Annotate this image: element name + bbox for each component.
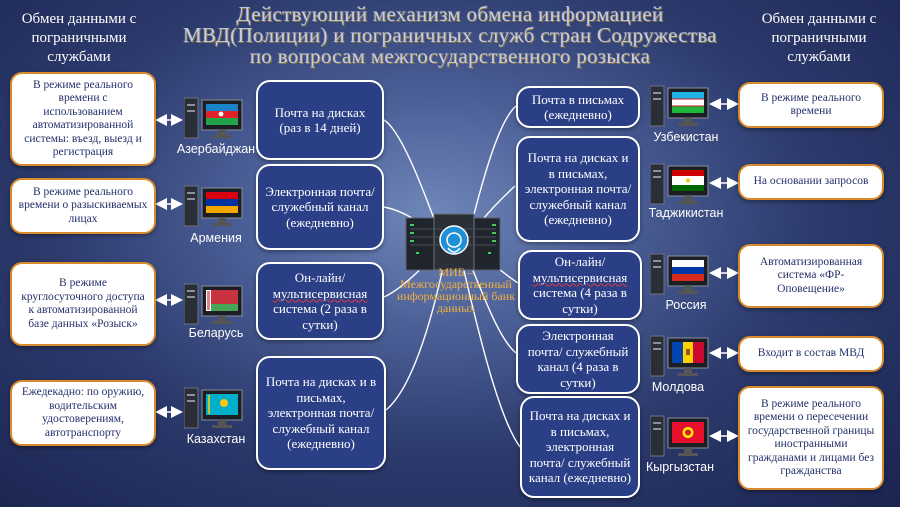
computer-terminal-icon <box>184 96 244 142</box>
computer-terminal-icon <box>650 414 710 460</box>
country-belarus: Беларусь <box>188 326 244 340</box>
computer-terminal-icon <box>184 282 244 328</box>
channel-text-russia <box>526 254 634 316</box>
computer-terminal-icon <box>184 184 244 230</box>
channel-box-belarus <box>256 262 384 340</box>
mode-box-russia: Автоматизированная система «ФР-Оповещение» <box>738 244 884 308</box>
country-kazakhstan: Казахстан <box>186 432 246 446</box>
channel-text-part: Он-лайн/ <box>294 270 346 285</box>
country-uzbekistan: Узбекистан <box>653 130 719 144</box>
channel-box-azerbaijan: Почта на дисках (раз в 14 дней) <box>256 80 384 160</box>
server-rack-icon <box>404 212 504 272</box>
country-russia: Россия <box>665 298 707 312</box>
left-header: Обмен данными с пограничными службами <box>21 11 137 65</box>
channel-box-uzbekistan: Почта в письмах (ежедневно) <box>516 86 640 128</box>
title-line-3: по вопросам межгосударственного розыска <box>249 44 651 68</box>
computer-terminal-icon <box>650 162 710 208</box>
channel-text-part: система (4 раза в сутки) <box>533 285 627 316</box>
channel-box-armenia: Электронная почта/ служебный канал (ежедневно) <box>256 164 384 250</box>
mode-box-moldova: Входит в состав МВД <box>738 336 884 372</box>
right-header: Обмен данными с пограничными службами <box>761 11 877 65</box>
mode-box-tajikistan: На основании запросов <box>738 164 884 200</box>
channel-text-part: мультисервисная <box>272 285 368 301</box>
channel-box-russia <box>518 250 642 320</box>
country-azerbaijan: Азербайджан <box>176 142 256 156</box>
mode-box-azerbaijan: В режиме реального времени с использованием автоматизированной системы: въезд, выезд и регистрация <box>10 72 156 166</box>
country-tajikistan: Таджикистан <box>648 206 724 220</box>
channel-box-tajikistan: Почта на дисках и в письмах, электронная почта/ служебный канал (ежедневно) <box>516 136 640 242</box>
mode-box-kyrgyzstan: В режиме реального времени о пересечении государственной границы иностранными гражданами и лицами без гражданства <box>738 386 884 490</box>
mode-box-belarus: В режиме круглосуточного доступа к автоматизированной базе данных «Розыск» <box>10 262 156 346</box>
computer-terminal-icon <box>184 386 244 432</box>
mode-box-kazakhstan: Ежедекадно: по оружию, водительским удостоверениям, автотранспорту <box>10 380 156 446</box>
channel-text-part: система (2 раза в сутки) <box>273 301 367 332</box>
country-kyrgyzstan: Кыргызстан <box>645 460 715 474</box>
channel-text-part: Он-лайн/ <box>554 254 606 269</box>
title-line-2: МВД(Полиции) и пограничных служб стран Содружества <box>183 23 717 47</box>
channel-text-belarus <box>264 270 376 332</box>
hub-label: МИБ – Межгосударственный информационный банк данных <box>396 265 516 315</box>
channel-box-kyrgyzstan: Почта на дисках и в письмах, электронная почта/ служебный канал (ежедневно) <box>520 396 640 498</box>
page-title <box>150 4 750 67</box>
computer-terminal-icon <box>650 252 710 298</box>
mode-box-uzbekistan: В режиме реального времени <box>738 82 884 128</box>
mode-box-armenia: В режиме реального времени о разыскиваемых лицах <box>10 178 156 234</box>
country-armenia: Армения <box>190 231 242 245</box>
title-line-1: Действующий механизм обмена информацией <box>236 2 664 26</box>
channel-text-part: мультисервисная <box>532 269 628 285</box>
channel-box-kazakhstan: Почта на дисках и в письмах, электронная почта/ служебный канал (ежедневно) <box>256 356 386 470</box>
computer-terminal-icon <box>650 334 710 380</box>
channel-box-moldova: Электронная почта/ служебный канал (4 раза в сутки) <box>516 324 640 394</box>
country-moldova: Молдова <box>651 380 705 394</box>
computer-terminal-icon <box>650 84 710 130</box>
